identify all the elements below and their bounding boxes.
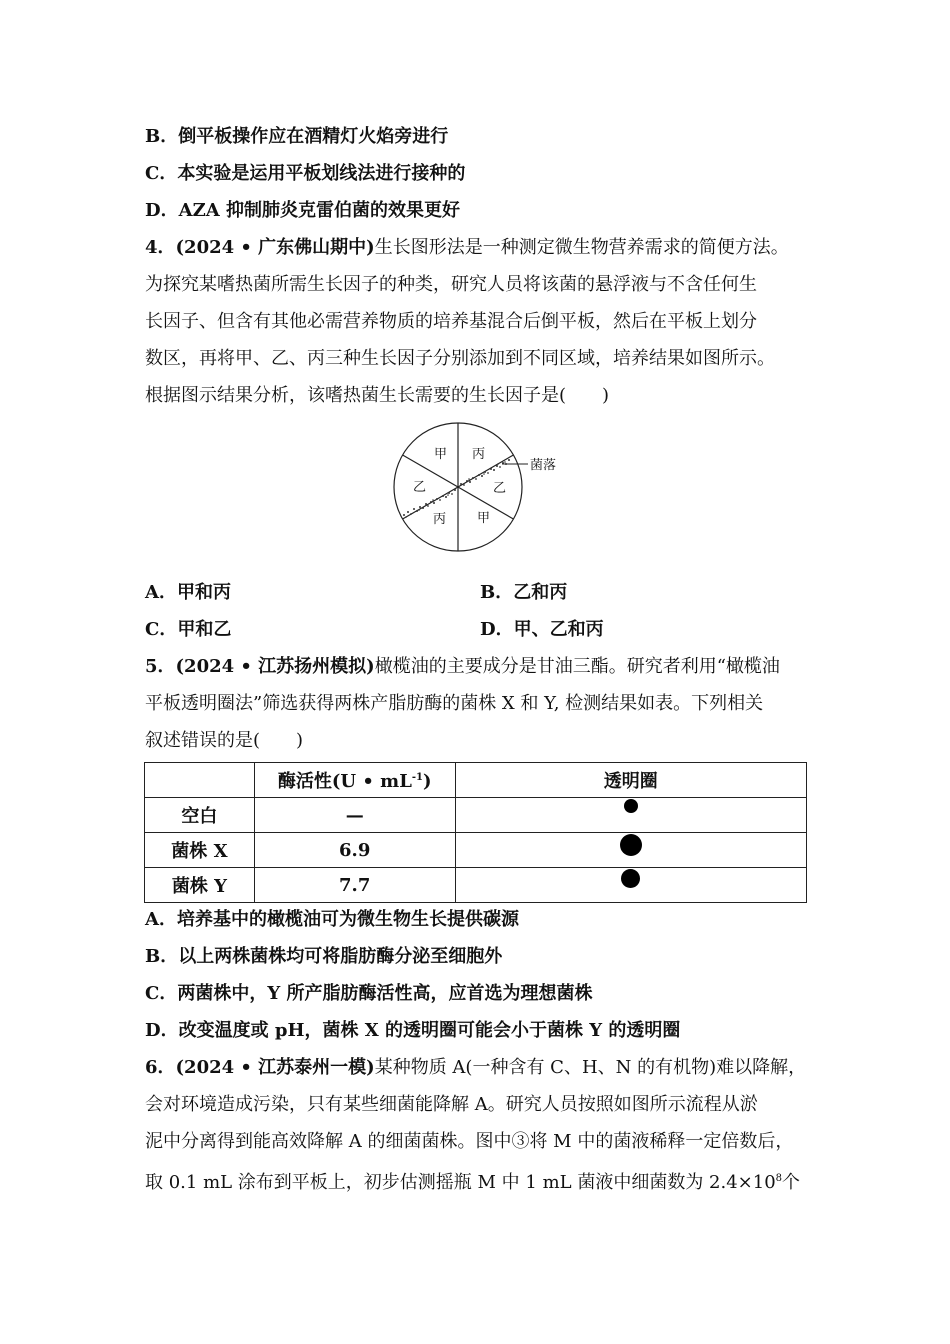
sector-label-6: 乙 xyxy=(493,481,507,496)
table-cell-zone xyxy=(455,868,806,903)
q4-option-c: C．甲和乙 xyxy=(145,619,232,640)
plate-figure xyxy=(380,418,580,558)
clear-zone-dot-x xyxy=(620,834,642,856)
table-row xyxy=(145,798,807,833)
table-cell-zone xyxy=(455,833,806,868)
table-cell-name: 菌株 Y xyxy=(145,868,255,903)
table-header-clear-zone: 透明圈 xyxy=(455,763,806,798)
q4-number: 4． xyxy=(145,237,176,258)
q4-source: (2024 • 广东佛山期中) xyxy=(175,237,375,258)
q5-stem-line2: 平板透明圈法”筛选获得两株产脂肪酶的菌株 X 和 Y, 检测结果如表。下列相关 xyxy=(145,693,764,714)
q3-option-d: D．AZA 抑制肺炎克雷伯菌的效果更好 xyxy=(145,200,460,221)
q6-text: 某种物质 A(一种含有 C、H、N 的有机物)难以降解， xyxy=(374,1057,807,1078)
q6-number: 6． xyxy=(145,1057,176,1078)
table-header-activity: 酶活性(U • $mL^{-1}$) xyxy=(254,763,455,798)
table-header-row xyxy=(145,763,807,798)
q6-stem-line1 xyxy=(145,1056,806,1080)
sector-label-4: 甲 xyxy=(477,511,491,526)
q5-source: (2024 • 江苏扬州模拟) xyxy=(175,656,375,677)
results-table xyxy=(144,762,807,903)
colony-label: 菌落 xyxy=(530,458,557,473)
q5-number: 5． xyxy=(145,656,176,677)
q3-option-b: B．倒平板操作应在酒精灯火焰旁进行 xyxy=(145,126,449,147)
q4-option-b: B．乙和丙 xyxy=(480,582,568,603)
table-header-empty xyxy=(145,763,255,798)
sector-label-5: 丙 xyxy=(433,512,447,527)
sector-label-3: 乙 xyxy=(413,480,427,495)
q5-option-d: D．改变温度或 pH，菌株 X 的透明圈可能会小于菌株 Y 的透明圈 xyxy=(145,1020,681,1041)
q6-stem-line4: 取 0.1 mL 涂布到平板上，初步估测摇瓶 M 中 1 mL 菌液中细菌数为 $2.4\times 10^8$个 xyxy=(145,1172,801,1193)
q4-stem-line1 xyxy=(145,236,789,260)
q4-stem-line2: 为探究某嗜热菌所需生长因子的种类，研究人员将该菌的悬浮液与不含任何生 xyxy=(145,274,757,295)
sector-label-1: 甲 xyxy=(434,447,448,462)
q4-text: 生长图形法是一种测定微生物营养需求的简便方法。 xyxy=(374,237,789,258)
q4-stem-line3: 长因子、但含有其他必需营养物质的培养基混合后倒平板，然后在平板上划分 xyxy=(145,311,757,332)
q4-option-d: D．甲、乙和丙 xyxy=(480,619,604,640)
q6-stem-line3: 泥中分离得到能高效降解 A 的细菌菌株。图中③将 M 中的菌液稀释一定倍数后， xyxy=(145,1131,794,1152)
q6-stem-line2: 会对环境造成污染，只有某些细菌能降解 A。研究人员按照如图所示流程从淤 xyxy=(145,1094,758,1115)
sector-label-2: 丙 xyxy=(472,447,486,462)
q6-source: (2024 • 江苏泰州一模) xyxy=(175,1057,375,1078)
q5-option-c: C．两菌株中，Y 所产脂肪酶活性高，应首选为理想菌株 xyxy=(145,983,593,1004)
q5-option-a: A．培养基中的橄榄油可为微生物生长提供碳源 xyxy=(145,909,519,930)
q3-option-c: C．本实验是运用平板划线法进行接种的 xyxy=(145,163,466,184)
q5-text: 橄榄油的主要成分是甘油三酯。研究者利用“橄榄油 xyxy=(374,656,780,677)
table-cell-name: 菌株 X xyxy=(145,833,255,868)
clear-zone-dot-blank xyxy=(624,799,638,813)
table-row xyxy=(145,833,807,868)
table-cell-activity: — xyxy=(254,798,455,833)
q4-stem-line4: 数区，再将甲、乙、丙三种生长因子分别添加到不同区域，培养结果如图所示。 xyxy=(145,348,775,369)
clear-zone-dot-y xyxy=(621,869,640,888)
q5-option-b: B．以上两株菌株均可将脂肪酶分泌至细胞外 xyxy=(145,946,503,967)
table-cell-name: 空白 xyxy=(145,798,255,833)
q5-stem-line3: 叙述错误的是( ) xyxy=(145,730,304,751)
table-cell-zone xyxy=(455,798,806,833)
q5-stem-line1 xyxy=(145,655,780,679)
q4-stem-line5: 根据图示结果分析，该嗜热菌生长需要的生长因子是( ) xyxy=(145,385,610,406)
table-cell-activity: 6.9 xyxy=(254,833,455,868)
q4-option-a: A．甲和丙 xyxy=(145,582,231,603)
table-cell-activity: 7.7 xyxy=(254,868,455,903)
table-row xyxy=(145,868,807,903)
